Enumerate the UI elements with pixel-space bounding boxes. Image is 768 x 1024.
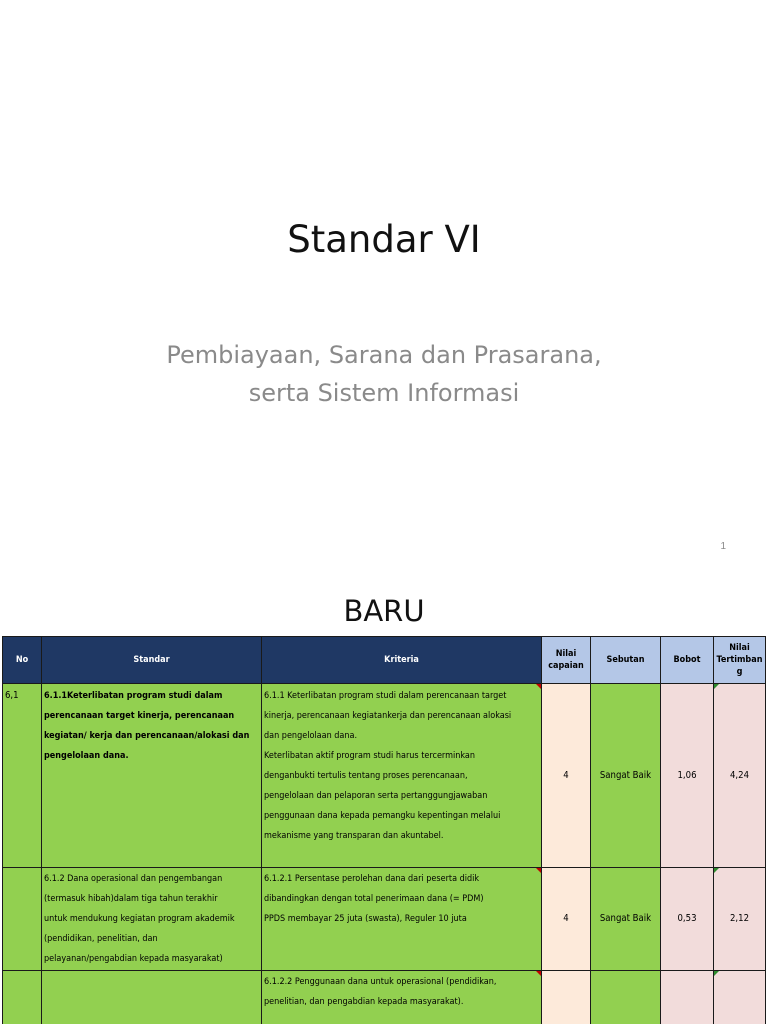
row-3-kriteria: 6.1.2.2 Penggunaan dana untuk operasional (pendidikan, penelitian, dan pengabdian kepada masyarakat). — [261, 970, 542, 1024]
comment-indicator-icon — [714, 684, 719, 689]
row-3-sebutan — [590, 970, 661, 1024]
row-3-nilai-tertimbang — [713, 970, 766, 1024]
header-sebutan: Sebutan — [590, 636, 661, 684]
comment-indicator-icon — [536, 684, 541, 689]
comment-indicator-icon — [714, 971, 719, 976]
header-standar: Standar — [41, 636, 262, 684]
row-2-bobot: 0,53 — [660, 867, 714, 971]
row-1-standar: 6.1.1Keterlibatan program studi dalam perencanaan target kinerja, perencanaan kegiatan/ kerja dan perencanaan/alokasi dan pengelolaan dana. — [41, 683, 262, 868]
row-2-kriteria: 6.1.2.1 Persentase perolehan dana dari peserta didik dibandingkan dengan total penerimaan dana (= PDM) PPDS membayar 25 juta (swasta), Reguler 10 juta — [261, 867, 542, 971]
row-3-no — [2, 970, 42, 1024]
row-2-nilai-tertimbang: 2,12 — [713, 867, 766, 971]
page-title: BARU — [343, 594, 425, 628]
slide-subtitle — [84, 336, 684, 412]
row-1-no: 6,1 — [2, 683, 42, 868]
row-1-bobot: 1,06 — [660, 683, 714, 868]
comment-indicator-icon — [536, 971, 541, 976]
slide-number: 1 — [720, 541, 726, 552]
row-2-standar: 6.1.2 Dana operasional dan pengembangan (termasuk hibah)dalam tiga tahun terakhir untuk mendukung kegiatan program akademik (pendidikan, penelitian, dan pelayanan/pengabdian kepada masyarakat) — [41, 867, 262, 971]
comment-indicator-icon — [536, 868, 541, 873]
header-nilai-capaian: Nilai capaian — [541, 636, 591, 684]
header-no: No — [2, 636, 42, 684]
row-1-nilai-tertimbang: 4,24 — [713, 683, 766, 868]
row-2-nilai-capaian: 4 — [541, 867, 591, 971]
header-kriteria: Kriteria — [261, 636, 542, 684]
comment-indicator-icon — [714, 868, 719, 873]
header-bobot: Bobot — [660, 636, 714, 684]
slide-subtitle-line-2: serta Sistem Informasi — [248, 379, 520, 407]
row-3-bobot — [660, 970, 714, 1024]
row-2-no — [2, 867, 42, 971]
row-1-nilai-capaian: 4 — [541, 683, 591, 868]
row-1-sebutan: Sangat Baik — [590, 683, 661, 868]
table-page — [0, 576, 768, 1024]
row-2-sebutan: Sangat Baik — [590, 867, 661, 971]
row-1-kriteria: 6.1.1 Keterlibatan program studi dalam perencanaan target kinerja, perencanaan kegiatankerja dan perencanaan alokasi dan pengelolaan dana. Keterlibatan aktif program studi harus tercerminkan denganbukti tertulis tentang proses perencanaan, pengelolaan dan pelaporan serta pertanggungjawaban penggunaan dana kepada pemangku kepentingan melalui mekanisme yang transparan dan akuntabel. — [261, 683, 542, 868]
slide-title: Standar VI — [287, 218, 481, 261]
slide-subtitle-line-1: Pembiayaan, Sarana dan Prasarana, — [166, 341, 602, 369]
row-3-nilai-capaian — [541, 970, 591, 1024]
header-nilai-tertimbang: Nilai Tertimban g — [713, 636, 766, 684]
row-3-standar — [41, 970, 262, 1024]
